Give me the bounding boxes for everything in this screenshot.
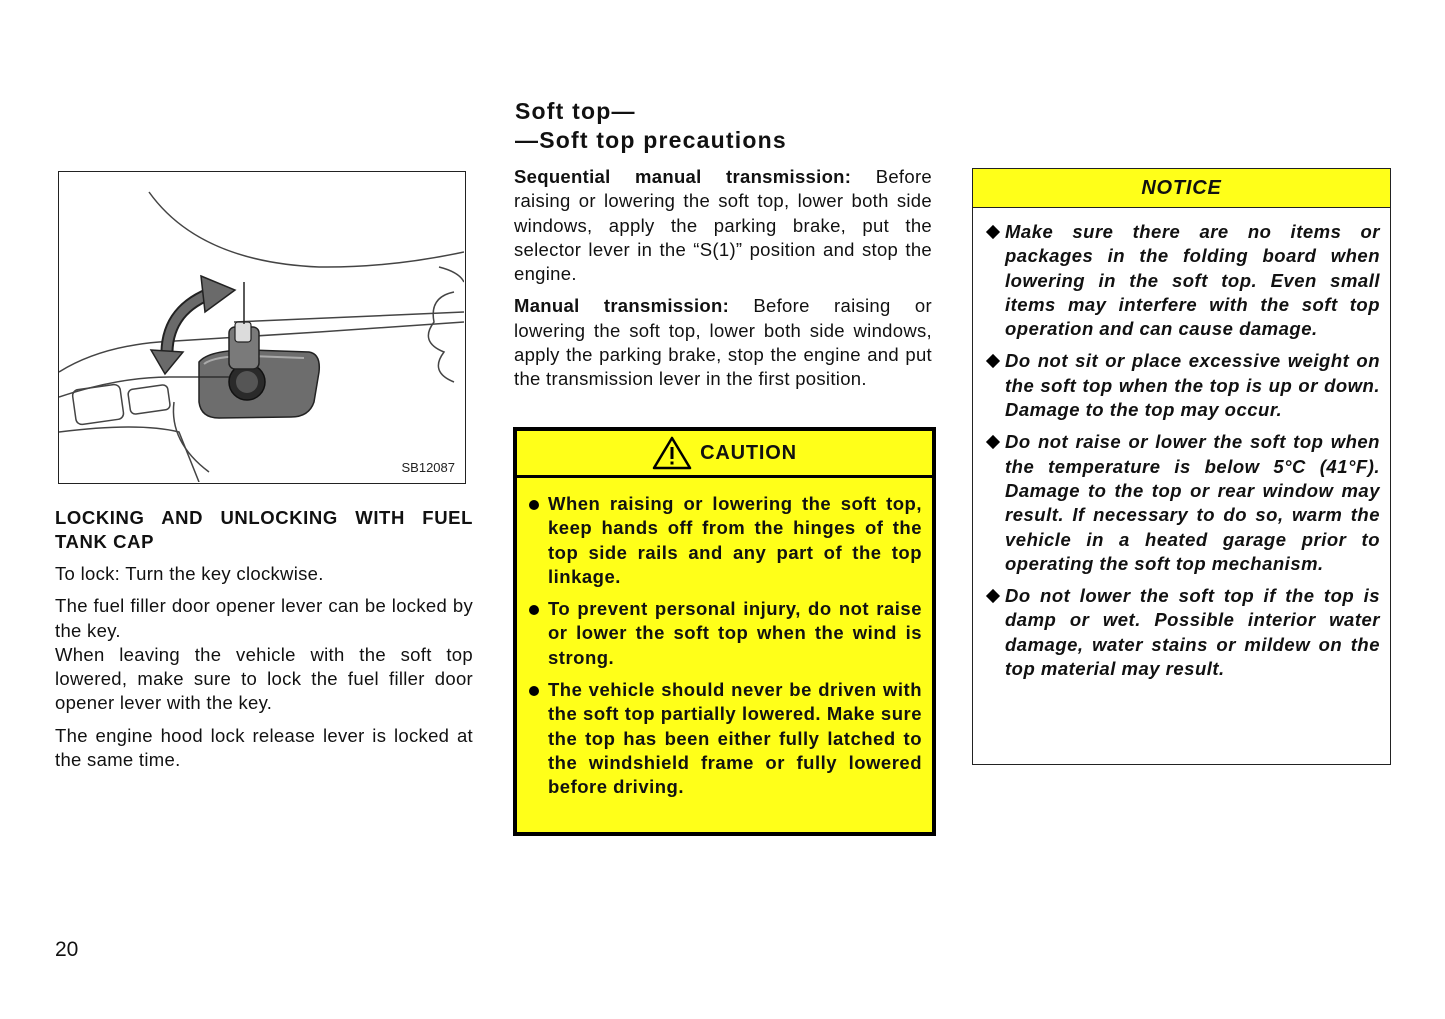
- diamond-bullet-icon: [986, 225, 1000, 239]
- caution-list: [517, 478, 932, 800]
- section-heading: LOCKING AND UNLOCKING WITH FUEL TANK CAP: [55, 507, 473, 552]
- diamond-bullet-icon: [986, 435, 1000, 449]
- paragraph-text: Before raising or lowering the soft top, lower both side windows, apply the parking brake, stop the engine and put the transmission lever in the first position.: [514, 295, 932, 390]
- list-item: [527, 492, 922, 589]
- paragraph-text: Before raising or lowering the soft top, lower both side windows, apply the parking brake, put the selector lever in the “S(1)” position and stop the engine.: [514, 166, 932, 285]
- paragraph: The engine hood lock release lever is locked at the same time.: [55, 724, 473, 771]
- list-item-text: The vehicle should never be driven with the soft top partially lowered. Make sure the top has been either fully latched to the windshield frame or fully lowered before driving.: [548, 679, 922, 798]
- caution-box: [513, 427, 936, 836]
- notice-box: [972, 168, 1391, 765]
- transmission-instructions: [514, 165, 932, 400]
- diamond-bullet-icon: [986, 354, 1000, 368]
- caution-header: [517, 431, 932, 478]
- paragraph: When leaving the vehicle with the soft top lowered, make sure to lock the fuel filler door opener lever with the key.: [55, 643, 473, 714]
- notice-list: [973, 208, 1390, 681]
- notice-title: NOTICE: [1141, 176, 1222, 199]
- list-item: [527, 678, 922, 799]
- bullet-icon: [529, 605, 539, 615]
- warning-triangle-icon: [652, 436, 692, 470]
- list-item-text: To prevent personal injury, do not raise or lower the soft top when the wind is strong.: [548, 598, 922, 668]
- paragraph: To lock: Turn the key clockwise.: [55, 563, 324, 584]
- paragraph-label: Sequential manual transmission:: [514, 166, 852, 187]
- paragraph-sequential: [514, 165, 932, 286]
- list-item-text: Do not raise or lower the soft top when the temperature is below 5°C (41°F). Damage to the top or rear window may result. If necessary to do so, warm the vehicle in a heated garage prior to operating the soft top mechanism.: [1005, 431, 1380, 574]
- list-item: [527, 597, 922, 670]
- list-item-text: Do not sit or place excessive weight on the soft top when the top is up or down. Damage to the top may occur.: [1005, 350, 1380, 421]
- list-item: [985, 349, 1380, 422]
- title-line-1: Soft top—: [515, 98, 636, 124]
- list-item: [985, 430, 1380, 576]
- list-item: [985, 584, 1380, 681]
- fuel-tank-cap-section: [55, 506, 473, 780]
- list-item-text: Make sure there are no items or packages in the folding board when lowering in the soft top. Even small items may interfere with the soft top operation and can cause damage.: [1005, 221, 1380, 340]
- page-number: 20: [55, 938, 79, 961]
- notice-header: [973, 169, 1390, 208]
- list-item-text: Do not lower the soft top if the top is damp or wet. Possible interior water damage, water stains or mildew on the top material may result.: [1005, 585, 1380, 680]
- diamond-bullet-icon: [986, 589, 1000, 603]
- figure-code: SB12087: [401, 460, 455, 475]
- paragraph-label: Manual transmission:: [514, 295, 730, 317]
- paragraph-manual: [514, 294, 932, 391]
- fuel-cap-illustration: [58, 171, 466, 484]
- fuel-cap-key-drawing: [59, 172, 464, 482]
- bullet-icon: [529, 500, 539, 510]
- bullet-icon: [529, 686, 539, 696]
- caution-title: CAUTION: [700, 441, 797, 464]
- page-title: [515, 97, 935, 155]
- paragraph: The fuel filler door opener lever can be locked by the key.: [55, 595, 473, 641]
- list-item-text: When raising or lowering the soft top, keep hands off from the hinges of the top side rails and any part of the top linkage.: [548, 493, 922, 587]
- title-line-2: —Soft top precautions: [515, 127, 787, 153]
- list-item: [985, 220, 1380, 341]
